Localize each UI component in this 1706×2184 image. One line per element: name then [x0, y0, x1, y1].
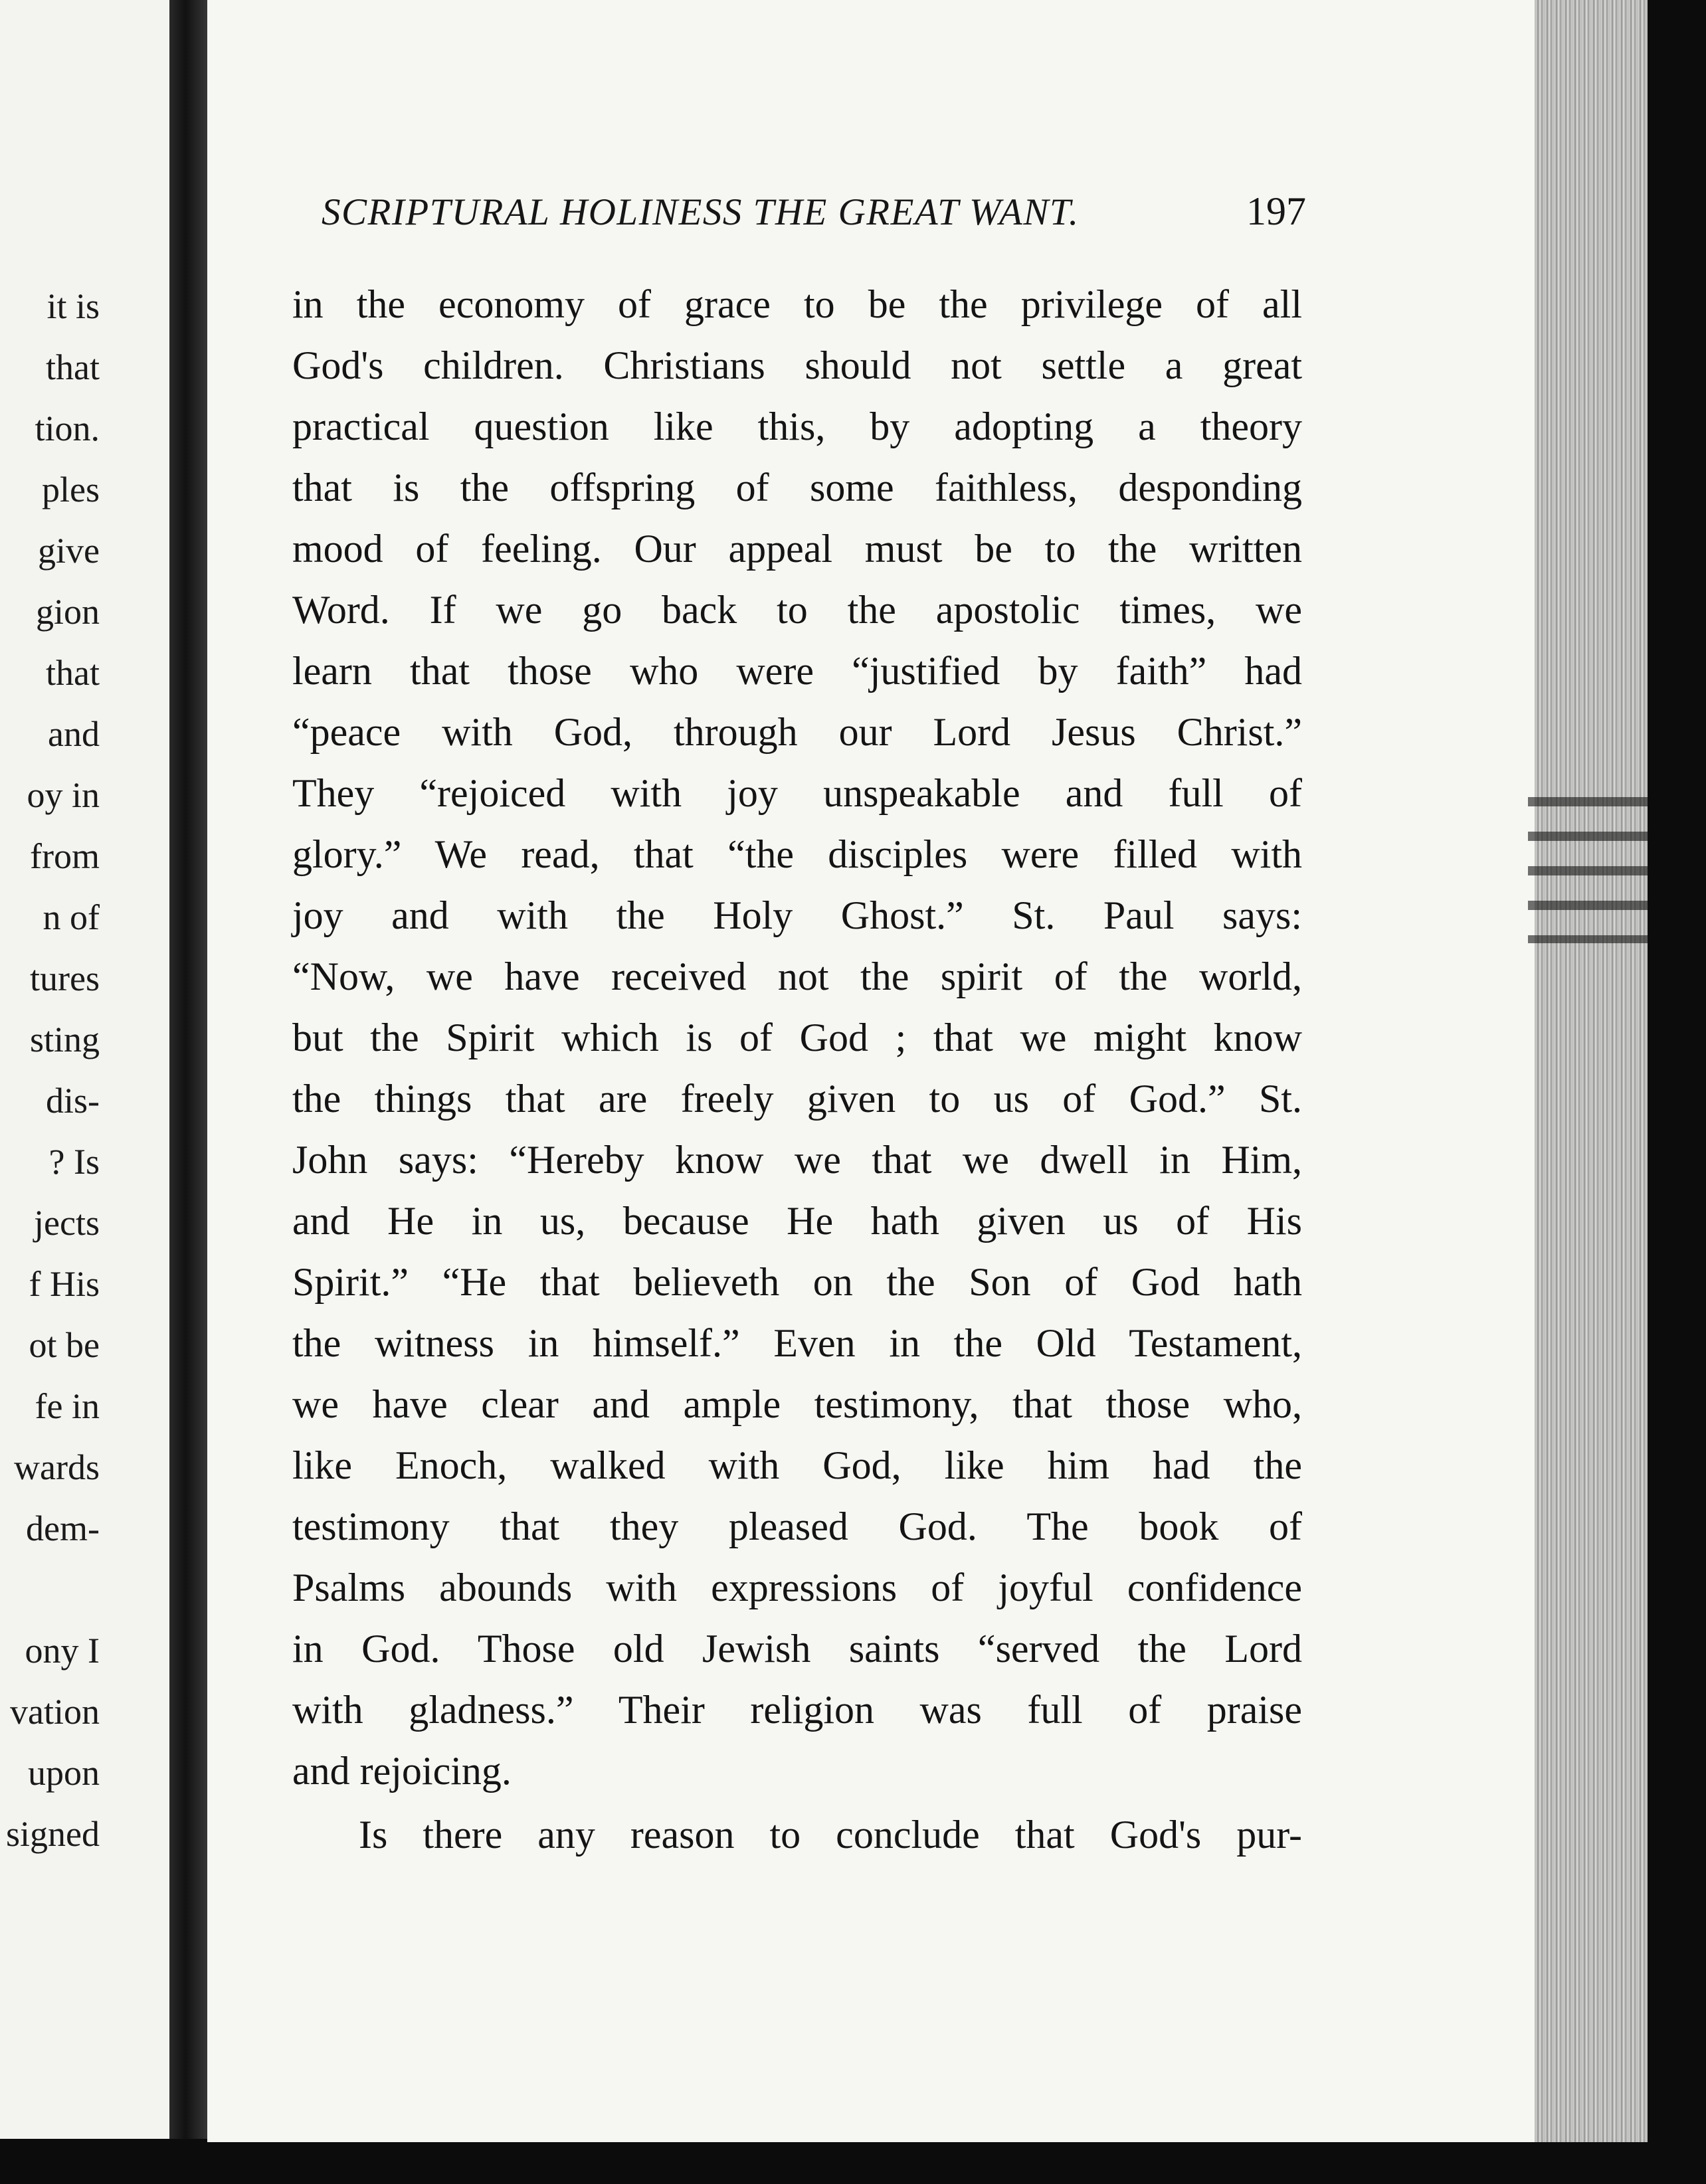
text-line: but the Spirit which is of God ; that we might know — [292, 1016, 1302, 1059]
left-page-line: oy in — [27, 775, 100, 815]
left-page-line: that — [46, 653, 100, 693]
book-gutter-shadow — [169, 0, 209, 2139]
body-text — [292, 274, 1302, 1865]
left-page-line: f His — [29, 1264, 100, 1304]
left-page-line: it is — [47, 286, 100, 326]
left-page-line: and — [48, 714, 100, 754]
paragraph-start-line: Is there any reason to conclude that God's pur- — [359, 1813, 1302, 1857]
left-page-line: from — [30, 836, 100, 876]
left-page-line: tures — [30, 958, 100, 998]
text-line: “Now, we have received not the spirit of the world, — [292, 955, 1302, 998]
left-page-line: ony I — [25, 1631, 100, 1671]
text-line: like Enoch, walked with God, like him had the — [292, 1443, 1302, 1487]
left-page-line: dem- — [26, 1508, 100, 1548]
text-line: the things that are freely given to us of God.” St. — [292, 1077, 1302, 1121]
left-page-line: ples — [42, 470, 100, 509]
left-page-line: wards — [14, 1447, 100, 1487]
page-number: 197 — [1246, 189, 1306, 233]
left-page-line: sting — [29, 1020, 100, 1059]
left-page-line: n of — [43, 897, 100, 937]
text-line: God's children. Christians should not settle a great — [292, 343, 1302, 387]
left-page-line: upon — [28, 1753, 100, 1793]
text-line: practical question like this, by adopting a theory — [292, 405, 1302, 448]
running-header-title: SCRIPTURAL HOLINESS THE GREAT WANT. — [322, 191, 1080, 233]
left-page-line: gion — [35, 592, 100, 632]
text-line: testimony that they pleased God. The book of — [292, 1504, 1302, 1548]
left-page-line: signed — [6, 1814, 100, 1854]
text-line: in the economy of grace to be the privilege of all — [292, 282, 1302, 326]
left-page-line: give — [38, 531, 100, 571]
text-line: John says: “Hereby know we that we dwell in Him, — [292, 1138, 1302, 1182]
left-page-fragment — [0, 0, 174, 2139]
text-line: Word. If we go back to the apostolic times, we — [292, 588, 1302, 632]
text-line: joy and with the Holy Ghost.” St. Paul says: — [292, 893, 1302, 937]
text-line: and He in us, because He hath given us of His — [292, 1199, 1302, 1243]
left-page-line: fe in — [35, 1386, 100, 1426]
text-line: mood of feeling. Our appeal must be to the written — [292, 527, 1302, 571]
text-line: we have clear and ample testimony, that those who, — [292, 1382, 1302, 1426]
scan-background-bottom — [0, 2142, 1706, 2184]
left-page-line: ? Is — [48, 1142, 100, 1182]
text-line: in God. Those old Jewish saints “served the Lord — [292, 1627, 1302, 1671]
text-line: glory.” We read, that “the disciples were filled with — [292, 832, 1302, 876]
left-page-line: that — [46, 347, 100, 387]
page-edge-marks — [1528, 784, 1654, 943]
text-line: that is the offspring of some faithless, desponding — [292, 466, 1302, 509]
left-page-line: tion. — [35, 409, 100, 448]
text-line: “peace with God, through our Lord Jesus Christ.” — [292, 710, 1302, 754]
text-line: Psalms abounds with expressions of joyful confidence — [292, 1566, 1302, 1609]
paragraph-end-line: and rejoicing. — [292, 1749, 512, 1793]
left-page-line: ot be — [29, 1325, 100, 1365]
running-header — [322, 189, 1306, 234]
scan-background-right — [1648, 0, 1706, 2184]
left-page-line: dis- — [46, 1081, 100, 1121]
text-line: with gladness.” Their religion was full of praise — [292, 1688, 1302, 1732]
text-line: learn that those who were “justified by faith” had — [292, 649, 1302, 693]
left-page-line: vation — [10, 1692, 100, 1732]
text-line: the witness in himself.” Even in the Old Testament, — [292, 1321, 1302, 1365]
text-line: Spirit.” “He that believeth on the Son of God hath — [292, 1260, 1302, 1304]
left-page-line: jects — [34, 1203, 100, 1243]
text-line: They “rejoiced with joy unspeakable and full of — [292, 771, 1302, 815]
